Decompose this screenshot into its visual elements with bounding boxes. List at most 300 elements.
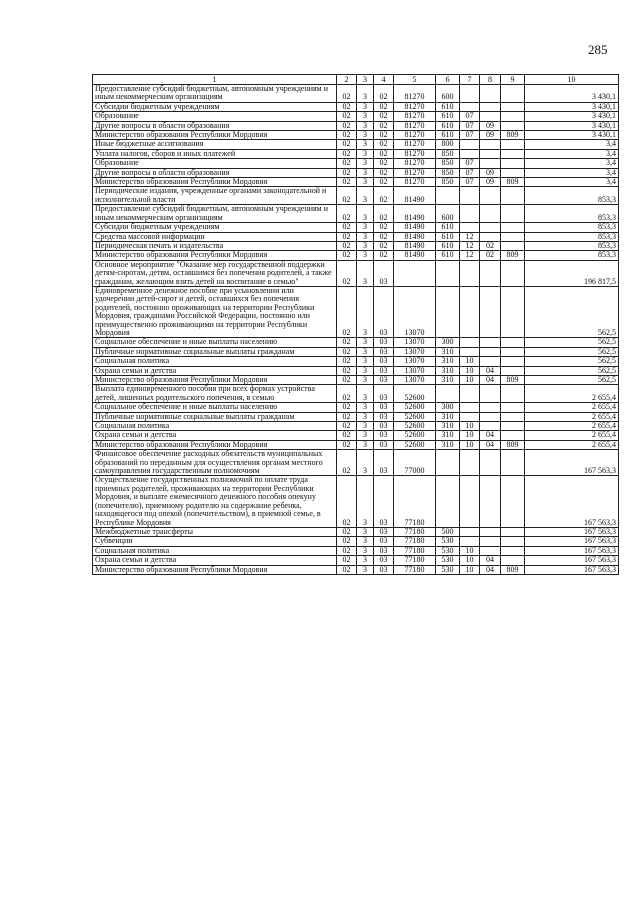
- row-code: [501, 546, 525, 555]
- row-name: Субсидии бюджетным учреждениям: [93, 102, 337, 111]
- row-code: 10: [460, 440, 480, 449]
- row-code: 03: [374, 357, 394, 366]
- row-code: 52600: [394, 440, 436, 449]
- row-code: 02: [374, 112, 394, 121]
- row-amount: 3,4: [525, 140, 619, 149]
- row-name: Предоставление субсидий бюджетным, автономным учреждениям и иным некоммерческим организациям: [93, 205, 337, 223]
- row-code: [501, 537, 525, 546]
- row-amount: 3,4: [525, 149, 619, 158]
- row-name: Иные бюджетные ассигнования: [93, 140, 337, 149]
- row-code: 13070: [394, 366, 436, 375]
- row-amount: 2 655,4: [525, 440, 619, 449]
- row-code: [480, 159, 501, 168]
- row-amount: 853,3: [525, 223, 619, 232]
- row-code: [460, 140, 480, 149]
- row-code: 02: [337, 403, 357, 412]
- row-amount: 562,5: [525, 338, 619, 347]
- row-code: 04: [480, 440, 501, 449]
- row-code: 850: [436, 178, 460, 187]
- row-name: Охрана семьи и детства: [93, 366, 337, 375]
- row-code: 02: [337, 565, 357, 574]
- row-code: [501, 338, 525, 347]
- row-code: [460, 537, 480, 546]
- row-code: 3: [357, 450, 374, 476]
- row-code: 77180: [394, 556, 436, 565]
- row-code: 610: [436, 121, 460, 130]
- row-code: 04: [480, 366, 501, 375]
- row-code: 530: [436, 565, 460, 574]
- row-code: 3: [357, 431, 374, 440]
- row-code: [480, 357, 501, 366]
- row-amount: 853,3: [525, 205, 619, 223]
- row-code: 530: [436, 546, 460, 555]
- row-code: [460, 338, 480, 347]
- column-header: 8: [480, 75, 501, 85]
- row-code: 09: [480, 168, 501, 177]
- row-code: 03: [374, 556, 394, 565]
- row-code: [501, 357, 525, 366]
- row-code: [460, 476, 480, 527]
- table-row: [93, 241, 619, 250]
- table-row: [93, 422, 619, 431]
- row-code: 81490: [394, 223, 436, 232]
- table-row: [93, 366, 619, 375]
- row-code: 10: [460, 565, 480, 574]
- table-row: [93, 205, 619, 223]
- row-code: 3: [357, 168, 374, 177]
- row-code: [480, 450, 501, 476]
- row-amount: 3,4: [525, 159, 619, 168]
- table-row: [93, 546, 619, 555]
- table-row: [93, 376, 619, 385]
- row-name: Министерство образования Республики Мордовия: [93, 565, 337, 574]
- row-name: Межбюджетные трансферты: [93, 527, 337, 536]
- row-code: 3: [357, 338, 374, 347]
- row-code: 12: [460, 251, 480, 260]
- row-code: [501, 168, 525, 177]
- row-code: [480, 140, 501, 149]
- row-code: 3: [357, 385, 374, 403]
- table-row: [93, 347, 619, 356]
- row-code: [460, 286, 480, 337]
- row-code: [436, 476, 460, 527]
- table-row: [93, 131, 619, 140]
- table-row: [93, 260, 619, 286]
- row-code: [480, 102, 501, 111]
- row-name: Социальная политика: [93, 546, 337, 555]
- row-code: [460, 385, 480, 403]
- row-code: 02: [337, 223, 357, 232]
- row-code: [501, 347, 525, 356]
- row-code: [436, 260, 460, 286]
- row-code: 07: [460, 178, 480, 187]
- table-row: [93, 527, 619, 536]
- row-code: 13070: [394, 286, 436, 337]
- row-code: 850: [436, 159, 460, 168]
- row-code: 02: [374, 251, 394, 260]
- row-code: [460, 149, 480, 158]
- row-code: 03: [374, 376, 394, 385]
- row-code: 3: [357, 546, 374, 555]
- row-code: 10: [460, 366, 480, 375]
- row-name: Основное мероприятие "Оказание мер государственной поддержки детям-сиротам, детям, оставшимся без попечения родителей, а также гражданам, желающим взять детей на воспитание в семью": [93, 260, 337, 286]
- table-row: [93, 440, 619, 449]
- row-code: 03: [374, 527, 394, 536]
- row-code: 3: [357, 85, 374, 103]
- row-code: [501, 366, 525, 375]
- row-code: 530: [436, 537, 460, 546]
- row-code: 02: [337, 121, 357, 130]
- row-code: 610: [436, 241, 460, 250]
- row-code: [501, 403, 525, 412]
- row-code: 3: [357, 205, 374, 223]
- row-code: 02: [337, 476, 357, 527]
- table-row: [93, 556, 619, 565]
- row-amount: 853,3: [525, 232, 619, 241]
- table-row: [93, 85, 619, 103]
- row-amount: 167 563,3: [525, 450, 619, 476]
- row-code: 81490: [394, 187, 436, 205]
- row-name: Периодическая печать и издательства: [93, 241, 337, 250]
- table-row: [93, 431, 619, 440]
- row-name: Охрана семьи и детства: [93, 431, 337, 440]
- row-code: [480, 347, 501, 356]
- budget-table: [92, 74, 619, 575]
- row-code: 10: [460, 376, 480, 385]
- row-code: 02: [374, 205, 394, 223]
- row-code: [480, 205, 501, 223]
- row-code: 3: [357, 422, 374, 431]
- row-code: 3: [357, 140, 374, 149]
- row-code: [501, 85, 525, 103]
- row-code: 809: [501, 131, 525, 140]
- row-code: 03: [374, 440, 394, 449]
- row-code: 02: [337, 347, 357, 356]
- row-code: 02: [337, 556, 357, 565]
- row-code: [501, 223, 525, 232]
- row-code: 3: [357, 131, 374, 140]
- row-code: [501, 431, 525, 440]
- row-code: 02: [337, 412, 357, 421]
- row-code: 02: [337, 241, 357, 250]
- row-code: 03: [374, 347, 394, 356]
- table-row: [93, 232, 619, 241]
- row-code: 04: [480, 556, 501, 565]
- row-code: 800: [436, 140, 460, 149]
- row-name: Социальная политика: [93, 422, 337, 431]
- row-code: [480, 385, 501, 403]
- row-code: 52600: [394, 412, 436, 421]
- row-name: Министерство образования Республики Мордовия: [93, 178, 337, 187]
- row-code: [480, 286, 501, 337]
- row-code: 610: [436, 251, 460, 260]
- row-code: [501, 187, 525, 205]
- row-code: [501, 149, 525, 158]
- row-code: 09: [480, 178, 501, 187]
- row-code: 81270: [394, 102, 436, 111]
- row-code: 10: [460, 431, 480, 440]
- row-amount: 853,3: [525, 251, 619, 260]
- row-amount: 2 655,4: [525, 422, 619, 431]
- row-code: 04: [480, 565, 501, 574]
- row-code: 07: [460, 131, 480, 140]
- row-name: Министерство образования Республики Мордовия: [93, 131, 337, 140]
- row-code: 02: [337, 431, 357, 440]
- row-name: Социальное обеспечение и иные выплаты населению: [93, 403, 337, 412]
- row-code: 81490: [394, 232, 436, 241]
- row-code: [460, 450, 480, 476]
- row-amount: 2 655,4: [525, 403, 619, 412]
- row-name: Средства массовой информации: [93, 232, 337, 241]
- row-code: 13070: [394, 338, 436, 347]
- table-row: [93, 168, 619, 177]
- row-amount: 3 430,1: [525, 102, 619, 111]
- column-header: 7: [460, 75, 480, 85]
- row-code: 3: [357, 187, 374, 205]
- row-code: 02: [337, 251, 357, 260]
- row-code: 02: [374, 187, 394, 205]
- row-code: 600: [436, 85, 460, 103]
- row-code: 03: [374, 450, 394, 476]
- row-code: 610: [436, 232, 460, 241]
- row-code: 02: [337, 546, 357, 555]
- row-code: 3: [357, 232, 374, 241]
- row-code: 81270: [394, 85, 436, 103]
- row-code: 03: [374, 366, 394, 375]
- row-code: 09: [480, 121, 501, 130]
- table-row: [93, 338, 619, 347]
- table-header: [93, 75, 619, 85]
- table-row: [93, 102, 619, 111]
- row-code: 3: [357, 121, 374, 130]
- row-code: [480, 85, 501, 103]
- column-header: 3: [357, 75, 374, 85]
- row-code: 310: [436, 412, 460, 421]
- row-amount: 167 563,3: [525, 565, 619, 574]
- table-row: [93, 149, 619, 158]
- row-code: 300: [436, 338, 460, 347]
- column-header: 4: [374, 75, 394, 85]
- row-code: [480, 403, 501, 412]
- row-amount: 167 563,3: [525, 537, 619, 546]
- row-amount: 562,5: [525, 366, 619, 375]
- row-code: [501, 102, 525, 111]
- row-code: 02: [337, 376, 357, 385]
- row-code: 03: [374, 260, 394, 286]
- row-code: [501, 476, 525, 527]
- row-code: 3: [357, 565, 374, 574]
- row-name: Другие вопросы в области образования: [93, 168, 337, 177]
- row-code: [480, 537, 501, 546]
- row-code: 02: [337, 357, 357, 366]
- column-header: 9: [501, 75, 525, 85]
- row-amount: 3 430,1: [525, 121, 619, 130]
- row-code: [501, 385, 525, 403]
- row-code: 3: [357, 112, 374, 121]
- row-code: 81270: [394, 168, 436, 177]
- row-code: 02: [337, 131, 357, 140]
- row-code: 850: [436, 149, 460, 158]
- row-code: 81270: [394, 149, 436, 158]
- column-header: 1: [93, 75, 337, 85]
- row-code: 07: [460, 112, 480, 121]
- table-row: [93, 223, 619, 232]
- row-code: 02: [374, 149, 394, 158]
- row-code: 02: [480, 241, 501, 250]
- row-code: 02: [374, 232, 394, 241]
- row-code: 02: [480, 251, 501, 260]
- row-code: 3: [357, 556, 374, 565]
- row-code: 3: [357, 178, 374, 187]
- row-code: 02: [337, 366, 357, 375]
- row-code: 02: [337, 112, 357, 121]
- column-header: 2: [337, 75, 357, 85]
- row-code: 3: [357, 440, 374, 449]
- row-code: [480, 412, 501, 421]
- row-code: 610: [436, 223, 460, 232]
- row-code: 13070: [394, 357, 436, 366]
- row-code: 10: [460, 357, 480, 366]
- row-code: 12: [460, 232, 480, 241]
- row-name: Министерство образования Республики Мордовия: [93, 440, 337, 449]
- row-code: 02: [337, 102, 357, 111]
- row-code: 10: [460, 556, 480, 565]
- row-code: 07: [460, 159, 480, 168]
- row-code: 02: [337, 140, 357, 149]
- row-code: 310: [436, 366, 460, 375]
- row-code: 02: [337, 205, 357, 223]
- table-row: [93, 187, 619, 205]
- row-code: 3: [357, 476, 374, 527]
- row-code: 3: [357, 376, 374, 385]
- row-code: 02: [337, 338, 357, 347]
- row-amount: 3,4: [525, 168, 619, 177]
- row-code: 02: [374, 178, 394, 187]
- row-code: 52600: [394, 422, 436, 431]
- row-amount: 3 430,1: [525, 131, 619, 140]
- row-amount: 562,5: [525, 347, 619, 356]
- row-code: 3: [357, 223, 374, 232]
- row-code: 3: [357, 537, 374, 546]
- row-code: [501, 205, 525, 223]
- row-code: 81270: [394, 178, 436, 187]
- row-code: 03: [374, 286, 394, 337]
- row-code: [501, 140, 525, 149]
- table-row: [93, 112, 619, 121]
- row-name: Социальное обеспечение и иные выплаты населению: [93, 338, 337, 347]
- row-code: 850: [436, 168, 460, 177]
- table-row: [93, 251, 619, 260]
- row-code: 3: [357, 403, 374, 412]
- row-code: 02: [337, 168, 357, 177]
- row-name: Министерство образования Республики Мордовия: [93, 251, 337, 260]
- row-name: Единовременное денежное пособие при усыновлении или удочерении детей-сирот и детей, оставшихся без попечения родителей, постоянно проживающих на территории Республики Мордовия, гражданами Российской Федерации, постоянно или преимущественно проживающими на территории Республики Мордовия: [93, 286, 337, 337]
- row-code: 3: [357, 241, 374, 250]
- row-code: 02: [337, 527, 357, 536]
- row-code: 3: [357, 102, 374, 111]
- row-name: Осуществление государственных полномочий по оплате труда приемных родителей, проживающих на территории Республики Мордовия, и выплате ежемесячного денежного пособия опекуну (попечителю), приемному родителю на содержание ребенка, находящегося под опекой (попечительством), в приемной семье, в Республике Мордовия: [93, 476, 337, 527]
- row-code: 02: [337, 537, 357, 546]
- row-code: [480, 476, 501, 527]
- row-code: [460, 403, 480, 412]
- row-code: 3: [357, 251, 374, 260]
- row-name: Образование: [93, 112, 337, 121]
- row-code: 02: [337, 450, 357, 476]
- row-code: [480, 187, 501, 205]
- row-name: Образование: [93, 159, 337, 168]
- row-code: [480, 527, 501, 536]
- table-row: [93, 476, 619, 527]
- row-amount: 2 655,4: [525, 412, 619, 421]
- row-name: Публичные нормативные социальные выплаты гражданам: [93, 347, 337, 356]
- row-code: [501, 556, 525, 565]
- row-code: 02: [337, 178, 357, 187]
- row-code: [460, 102, 480, 111]
- row-amount: 2 655,4: [525, 385, 619, 403]
- row-amount: 853,3: [525, 187, 619, 205]
- table-row: [93, 286, 619, 337]
- row-code: 310: [436, 357, 460, 366]
- table-row: [93, 412, 619, 421]
- row-code: 3: [357, 357, 374, 366]
- row-amount: 562,5: [525, 286, 619, 337]
- row-code: 81270: [394, 159, 436, 168]
- row-code: 02: [374, 241, 394, 250]
- row-code: [460, 412, 480, 421]
- row-code: [480, 260, 501, 286]
- column-header: 6: [436, 75, 460, 85]
- row-code: 81490: [394, 241, 436, 250]
- row-name: Выплата единовременного пособия при всех формах устройства детей, лишенных родительского попечения, в семью: [93, 385, 337, 403]
- row-code: [501, 121, 525, 130]
- row-name: Субсидии бюджетным учреждениям: [93, 223, 337, 232]
- row-code: [436, 450, 460, 476]
- row-code: 600: [436, 205, 460, 223]
- row-amount: 853,3: [525, 241, 619, 250]
- table-row: [93, 537, 619, 546]
- row-code: 52600: [394, 385, 436, 403]
- row-name: Предоставление субсидий бюджетным, автономным учреждениям и иным некоммерческим организациям: [93, 85, 337, 103]
- row-code: [480, 223, 501, 232]
- row-amount: 167 563,3: [525, 476, 619, 527]
- row-name: Социальная политика: [93, 357, 337, 366]
- row-code: 02: [337, 385, 357, 403]
- column-header: 10: [525, 75, 619, 85]
- row-code: 02: [337, 286, 357, 337]
- row-code: 77180: [394, 527, 436, 536]
- row-code: 3: [357, 366, 374, 375]
- row-code: 77180: [394, 546, 436, 555]
- page-number: 285: [588, 42, 608, 57]
- row-code: 02: [337, 422, 357, 431]
- table-row: [93, 140, 619, 149]
- row-name: Финансовое обеспечение расходных обязательств муниципальных образований по переданным для осуществления органам местного самоуправления государственным полномочиям: [93, 450, 337, 476]
- row-code: 03: [374, 422, 394, 431]
- row-code: 02: [337, 159, 357, 168]
- row-amount: 167 563,3: [525, 527, 619, 536]
- row-code: 77180: [394, 537, 436, 546]
- row-code: 03: [374, 431, 394, 440]
- row-code: 09: [480, 131, 501, 140]
- row-code: 77180: [394, 476, 436, 527]
- row-code: 02: [374, 159, 394, 168]
- row-code: 12: [460, 241, 480, 250]
- row-amount: 2 655,4: [525, 431, 619, 440]
- row-code: [501, 232, 525, 241]
- row-code: [501, 450, 525, 476]
- row-code: [460, 347, 480, 356]
- row-code: [436, 385, 460, 403]
